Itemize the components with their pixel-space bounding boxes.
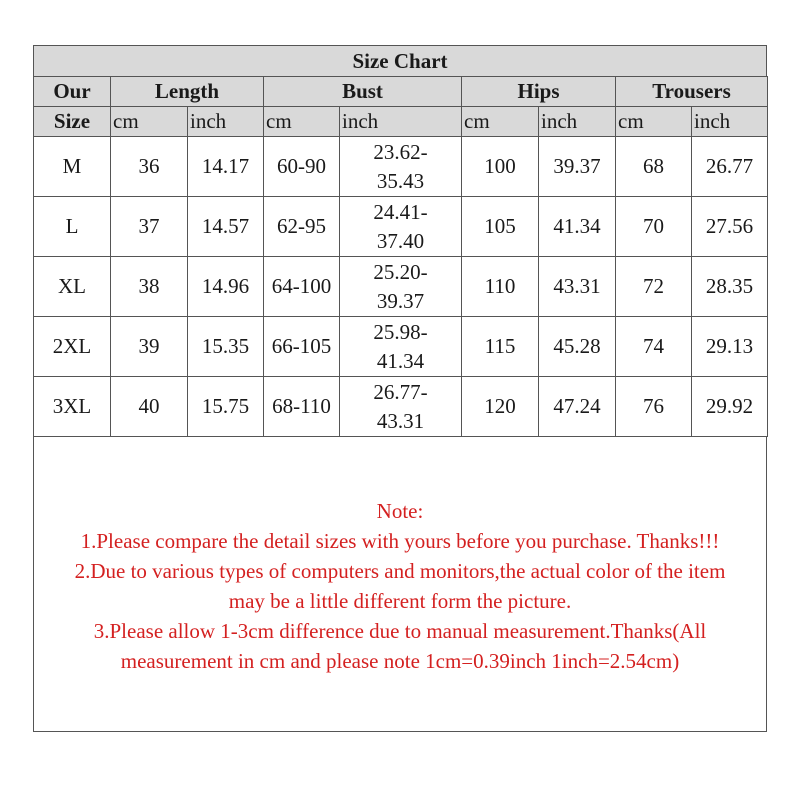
length-inch-cell: 15.75 <box>188 377 264 437</box>
note-line: 2.Due to various types of computers and monitors,the actual color of the item <box>74 559 726 583</box>
unit-inch: inch <box>340 107 462 137</box>
trousers-cm-cell: 74 <box>616 317 692 377</box>
bust-inch-range-start: 24.41- <box>373 199 428 224</box>
note-line: may be a little different form the picture. <box>228 589 572 613</box>
bust-inch-range-start: 23.62- <box>373 139 428 164</box>
hips-inch-cell: 39.37 <box>539 137 616 197</box>
note-line: measurement in cm and please note 1cm=0.39inch 1inch=2.54cm) <box>120 649 680 673</box>
unit-cm: cm <box>111 107 188 137</box>
bust-inch-cell <box>340 137 462 197</box>
trousers-inch-cell: 26.77 <box>692 137 768 197</box>
bust-inch-range-start: 26.77- <box>373 379 428 404</box>
bust-inch-range-end: 41.34 <box>376 348 425 373</box>
hips-cm-cell: 100 <box>462 137 539 197</box>
bust-cm-cell: 66-105 <box>264 317 340 377</box>
unit-cm: cm <box>462 107 539 137</box>
length-inch-cell: 15.35 <box>188 317 264 377</box>
bust-cm-cell: 68-110 <box>264 377 340 437</box>
table-row <box>34 137 768 197</box>
size-chart-frame <box>33 45 767 732</box>
length-cm-cell: 37 <box>111 197 188 257</box>
our-size-label-top: Our <box>34 77 111 107</box>
notes-section <box>34 496 766 676</box>
size-cell: XL <box>34 257 111 317</box>
trousers-inch-cell: 28.35 <box>692 257 768 317</box>
header-row-groups <box>34 77 768 107</box>
trousers-inch-cell: 29.13 <box>692 317 768 377</box>
note-line: 1.Please compare the detail sizes with yours before you purchase. Thanks!!! <box>80 529 720 553</box>
header-hips: Hips <box>462 77 616 107</box>
hips-cm-cell: 110 <box>462 257 539 317</box>
hips-inch-cell: 45.28 <box>539 317 616 377</box>
note-heading: Note: <box>376 499 424 523</box>
bust-cm-cell: 64-100 <box>264 257 340 317</box>
trousers-cm-cell: 76 <box>616 377 692 437</box>
bust-cm-cell: 60-90 <box>264 137 340 197</box>
unit-cm: cm <box>616 107 692 137</box>
bust-inch-cell <box>340 257 462 317</box>
length-cm-cell: 38 <box>111 257 188 317</box>
bust-inch-range-start: 25.98- <box>373 319 428 344</box>
bust-inch-range-end: 43.31 <box>376 408 425 433</box>
hips-cm-cell: 105 <box>462 197 539 257</box>
header-bust: Bust <box>264 77 462 107</box>
length-inch-cell: 14.57 <box>188 197 264 257</box>
trousers-cm-cell: 70 <box>616 197 692 257</box>
hips-inch-cell: 47.24 <box>539 377 616 437</box>
header-trousers: Trousers <box>616 77 768 107</box>
length-inch-cell: 14.17 <box>188 137 264 197</box>
our-size-label-bottom: Size <box>34 107 111 137</box>
bust-inch-cell <box>340 317 462 377</box>
table-row <box>34 317 768 377</box>
table-row <box>34 257 768 317</box>
length-cm-cell: 39 <box>111 317 188 377</box>
size-cell: 2XL <box>34 317 111 377</box>
bust-inch-range-end: 35.43 <box>376 168 425 193</box>
size-table <box>33 76 768 437</box>
bust-inch-range-start: 25.20- <box>373 259 428 284</box>
table-row <box>34 197 768 257</box>
length-cm-cell: 36 <box>111 137 188 197</box>
bust-cm-cell: 62-95 <box>264 197 340 257</box>
unit-inch: inch <box>692 107 768 137</box>
bust-inch-cell <box>340 377 462 437</box>
hips-cm-cell: 120 <box>462 377 539 437</box>
trousers-cm-cell: 72 <box>616 257 692 317</box>
bust-inch-range-end: 37.40 <box>376 228 425 253</box>
trousers-inch-cell: 27.56 <box>692 197 768 257</box>
hips-inch-cell: 41.34 <box>539 197 616 257</box>
trousers-inch-cell: 29.92 <box>692 377 768 437</box>
length-cm-cell: 40 <box>111 377 188 437</box>
hips-inch-cell: 43.31 <box>539 257 616 317</box>
unit-inch: inch <box>539 107 616 137</box>
bust-inch-cell <box>340 197 462 257</box>
size-cell: L <box>34 197 111 257</box>
header-length: Length <box>111 77 264 107</box>
length-inch-cell: 14.96 <box>188 257 264 317</box>
bust-inch-range-end: 39.37 <box>376 288 425 313</box>
trousers-cm-cell: 68 <box>616 137 692 197</box>
unit-inch: inch <box>188 107 264 137</box>
chart-title: Size Chart <box>34 46 766 77</box>
unit-cm: cm <box>264 107 340 137</box>
size-cell: 3XL <box>34 377 111 437</box>
header-row-units <box>34 107 768 137</box>
hips-cm-cell: 115 <box>462 317 539 377</box>
table-row <box>34 377 768 437</box>
size-cell: M <box>34 137 111 197</box>
note-line: 3.Please allow 1-3cm difference due to manual measurement.Thanks(All <box>93 619 707 643</box>
